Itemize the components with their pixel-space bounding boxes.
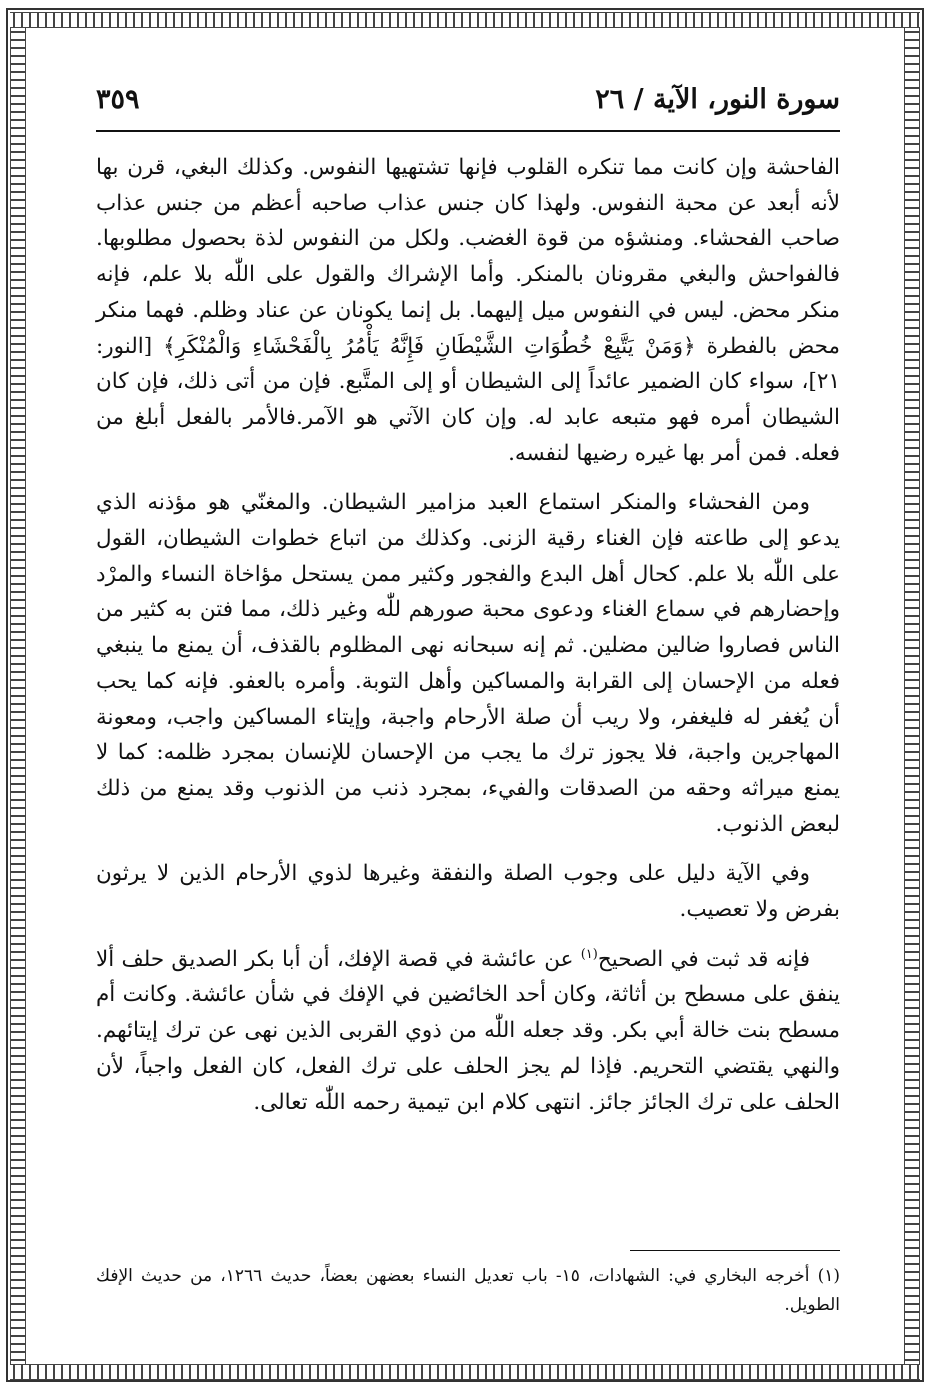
footnote	[96, 1262, 840, 1320]
footnote-rule	[630, 1250, 840, 1251]
paragraph-4-rest: عن عائشة في قصة الإفك، أن أبا بكر الصديق حلف ألا ينفق على مسطح بن أثاثة، وكان أحد الخائضين في الإفك في شأن عائشة. وكانت أم مسطح بنت خالة أبي بكر. وقد جعله اللّٰه من ذوي القربى الذين نهى عن ترك إيتائهم. والنهي يقتضي التحريم. فإذا لم يجز الحلف على ترك الفعل، كان الفعل واجباً، لأن الحلف على ترك الجائز جائز. انتهى كلام ابن تيمية رحمه اللّٰه تعالى.	[96, 946, 840, 1115]
header-rule	[96, 130, 840, 132]
running-title: سورة النور، الآية / ٢٦	[595, 84, 840, 115]
paragraph-1: الفاحشة وإن كانت مما تنكره القلوب فإنها تشتهيها النفوس. وكذلك البغي، قرن بها لأنه أبعد عن محبة النفوس. ولهذا كان جنس عذاب صاحبه أعظم من جنس عذاب صاحب الفحشاء. ومنشؤه من قوة الغضب. ولكل من النفوس لذة بحصول مطلوبها. فالفواحش والبغي مقرونان بالمنكر. وأما الإشراك والقول على اللّٰه بلا علم، فإنه منكر محض. ليس في النفوس ميل إليهما. بل إنما يكونان عن عناد وظلم. فهما منكر محض بالفطرة ﴿وَمَنْ يَتَّبِعْ خُطُوَاتِ الشَّيْطَانِ فَإِنَّهُ يَأْمُرُ بِالْفَحْشَاءِ وَالْمُنْكَرِ﴾ [النور: ٢١]، سواء كان الضمير عائداً إلى الشيطان أو إلى المتَّبع. فإن من أتى ذلك، فإن كان الشيطان أمره فهو متبعه عابد له. وإن كان الآتي هو الآمر.فالأمر بالفعل أبلغ من فعله. فمن أمر بها غيره رضيها لنفسه.	[96, 155, 840, 466]
page-number: ٣٥٩	[96, 84, 140, 115]
paragraph-3: وفي الآية دليل على وجوب الصلة والنفقة وغيرها لذوي الأرحام الذين لا يرثون بفرض ولا تعصيب.	[96, 861, 840, 923]
footnote-text: (١) أخرجه البخاري في: الشهادات، ١٥- باب تعديل النساء بعضهن بعضاً، حديث ١٢٦٦، من حديث الإفك الطويل.	[96, 1266, 840, 1315]
decorative-border-right	[904, 28, 920, 1364]
paragraph-4-start: فإنه قد ثبت في الصحيح	[597, 946, 810, 972]
paragraph-4	[96, 942, 840, 1121]
running-header	[96, 80, 840, 124]
main-text	[96, 150, 840, 1134]
paragraph-2: ومن الفحشاء والمنكر استماع العبد مزامير الشيطان. والمغنّي هو مؤذنه الذي يدعو إلى طاعته فإن الغناء رقية الزنى. وكذلك من اتباع خطوات الشيطان، القول على اللّٰه بلا علم. كحال أهل البدع والفجور وكثير ممن يستحل مؤاخاة النساء والمرْد وإحضارهم في سماع الغناء ودعوى محبة صورهم للّٰه وغير ذلك، مما فتن به كثير من الناس فصاروا ضالين مضلين. ثم إنه سبحانه نهى المظلوم بالقذف، أن يمنع ما ينبغي فعله من الإحسان إلى القرابة والمساكين وأهل التوبة. وأمره بالعفو. فإنه كما يحب أن يُغفر له فليغفر، ولا ريب أن صلة الأرحام واجبة، وإيتاء المساكين واجب، ومعونة المهاجرين واجبة، فلا يجوز ترك ما يجب من الإحسان للإنسان بمجرد ظلمه: كما لا يمنع ميراثه وحقه من الصدقات والفيء، بمجرد ذنب من الذنوب وقد يمنع من ذلك لبعض الذنوب.	[96, 490, 840, 837]
footnote-reference[interactable]: (١)	[580, 946, 598, 962]
decorative-border-top	[10, 12, 920, 28]
decorative-border-bottom	[10, 1364, 920, 1380]
decorative-border-left	[10, 28, 26, 1364]
